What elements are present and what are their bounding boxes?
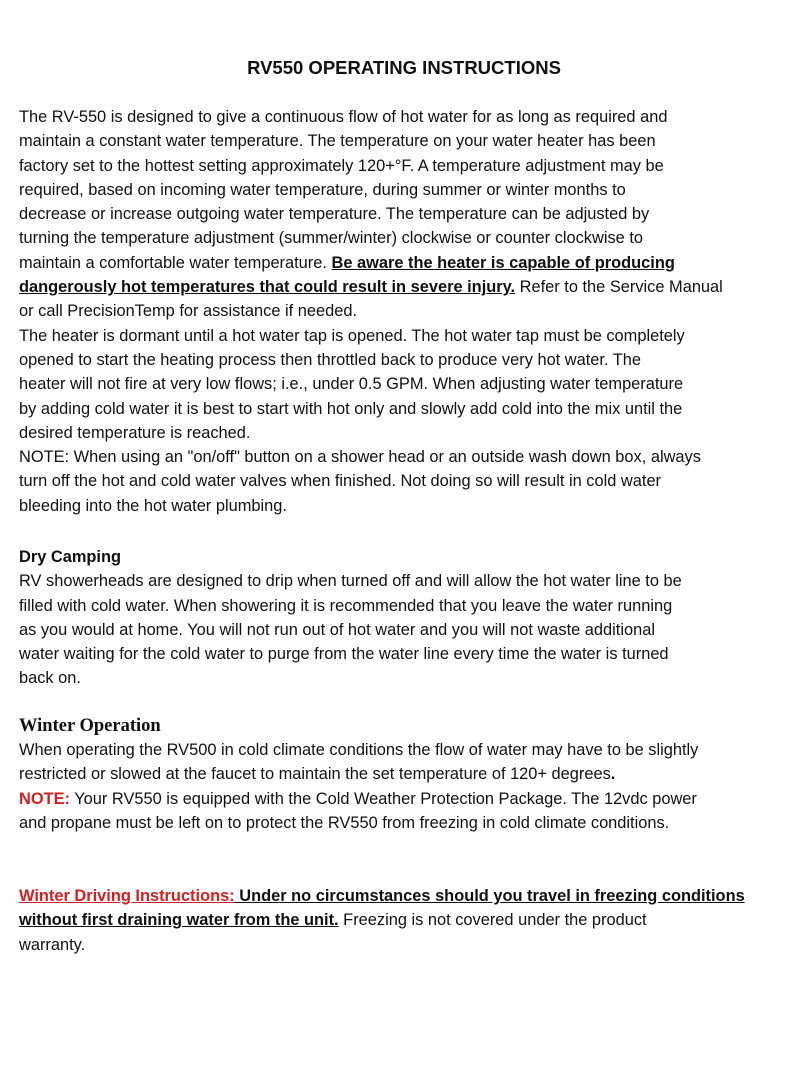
intro-section — [19, 105, 795, 518]
section-heading-winter-operation: Winter Operation — [19, 716, 161, 736]
intro-line — [19, 251, 795, 275]
winter-driving-line — [19, 884, 795, 908]
dry-camping-line: as you would at home. You will not run out of hot water and you will not waste additional — [19, 620, 655, 639]
dry-camping-section — [19, 545, 795, 691]
safety-warning: Be aware the heater is capable of producing — [331, 253, 675, 272]
intro-line: maintain a constant water temperature. The temperature on your water heater has been — [19, 132, 656, 151]
note-line: turn off the hot and cold water valves when finished. Not doing so will result in cold water — [19, 472, 662, 491]
section-heading-dry-camping: Dry Camping — [19, 548, 122, 566]
winter-note-line: and propane must be left on to protect the RV550 from freezing in cold climate conditions. — [19, 813, 670, 832]
operation-line: by adding cold water it is best to start with hot only and slowly add cold into the mix until the — [19, 399, 683, 418]
note-text: Your RV550 is equipped with the Cold Weather Protection Package. The 12vdc power — [70, 789, 697, 808]
operation-line: heater will not fire at very low flows; i.e., under 0.5 GPM. When adjusting water temperature — [19, 375, 684, 394]
dry-camping-line: back on. — [19, 669, 81, 688]
intro-line: factory set to the hottest setting approximately 120+°F. A temperature adjustment may be — [19, 156, 664, 175]
intro-line: or call PrecisionTemp for assistance if needed. — [19, 302, 357, 321]
intro-line: required, based on incoming water temperature, during summer or winter months to — [19, 180, 626, 199]
winter-driving-line — [19, 908, 795, 932]
operation-line: opened to start the heating process then throttled back to produce very hot water. The — [19, 350, 642, 369]
winter-driving-line: warranty. — [19, 935, 86, 954]
winter-driving-warning: without first draining water from the unit. — [19, 911, 339, 930]
intro-line: The RV-550 is designed to give a continuous flow of hot water for as long as required and — [19, 108, 668, 126]
operation-line: desired temperature is reached. — [19, 423, 251, 442]
winter-text: restricted or slowed at the faucet to maintain the set temperature of 120+ degrees — [19, 765, 611, 784]
note-line: bleeding into the hot water plumbing. — [19, 496, 287, 515]
intro-line — [19, 275, 795, 299]
intro-line: decrease or increase outgoing water temperature. The temperature can be adjusted by — [19, 205, 650, 224]
dry-camping-line: RV showerheads are designed to drip when turned off and will allow the hot water line to be — [19, 572, 682, 591]
note-label: NOTE: — [19, 789, 70, 808]
dry-camping-line: filled with cold water. When showering it is recommended that you leave the water running — [19, 596, 673, 615]
operation-line: The heater is dormant until a hot water tap is opened. The hot water tap must be completely — [19, 326, 685, 345]
winter-note-line — [19, 787, 795, 811]
page-title: RV550 OPERATING INSTRUCTIONS — [247, 57, 561, 78]
safety-warning: dangerously hot temperatures that could result in severe injury. — [19, 278, 516, 297]
winter-driving-text: Freezing is not covered under the product — [338, 911, 647, 930]
winter-driving-warning: Under no circumstances should you travel in freezing conditions — [234, 887, 745, 905]
intro-text: maintain a comfortable water temperature. — [19, 253, 332, 272]
intro-text: Refer to the Service Manual — [515, 278, 723, 297]
winter-operation-section — [19, 738, 795, 835]
note-line: NOTE: When using an "on/off" button on a shower head or an outside wash down box, always — [19, 448, 701, 467]
winter-line: When operating the RV500 in cold climate conditions the flow of water may have to be slightly — [19, 741, 699, 759]
winter-driving-label: Winter Driving Instructions: — [19, 887, 235, 905]
winter-line — [19, 762, 795, 786]
intro-line: turning the temperature adjustment (summer/winter) clockwise or counter clockwise to — [19, 229, 643, 248]
winter-period: . — [610, 765, 616, 784]
winter-driving-section — [19, 884, 795, 957]
dry-camping-line: water waiting for the cold water to purge from the water line every time the water is turned — [19, 645, 669, 664]
